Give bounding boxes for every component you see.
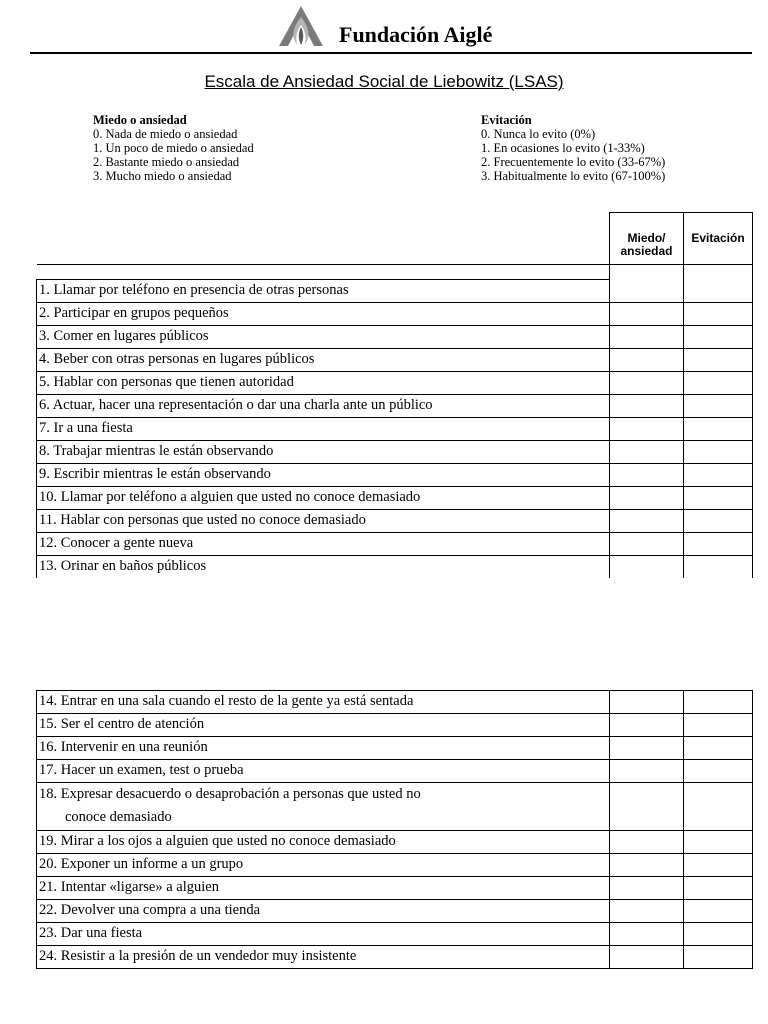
page-header (0, 0, 768, 56)
table-row (37, 556, 753, 579)
table-row (37, 737, 753, 760)
avoidance-rating-cell[interactable] (684, 372, 753, 395)
aigle-flame-logo-icon (276, 5, 326, 47)
fear-rating-cell[interactable] (610, 510, 684, 533)
avoidance-rating-cell[interactable] (684, 533, 753, 556)
fear-legend-item: 2. Bastante miedo o ansiedad (93, 155, 240, 169)
table-row (37, 510, 753, 533)
item-text: 10. Llamar por teléfono a alguien que usted no conoce demasiado (37, 487, 610, 510)
table-row (37, 533, 753, 556)
avoidance-legend-item: 3. Habitualmente lo evito (67-100%) (481, 169, 666, 183)
column-header-fear: Miedo/ ansiedad (610, 213, 684, 265)
table-header-row (37, 213, 753, 265)
fear-rating-cell[interactable] (610, 923, 684, 946)
item-text: 22. Devolver una compra a una tienda (37, 900, 610, 923)
avoidance-rating-cell[interactable] (684, 280, 753, 303)
fear-rating-cell[interactable] (610, 556, 684, 579)
avoidance-rating-cell[interactable] (684, 831, 753, 854)
fear-rating-cell[interactable] (610, 395, 684, 418)
lsas-table-part-1 (36, 212, 753, 578)
item-text: 18. Expresar desacuerdo o desaprobación a personas que usted no conoce demasiado (37, 783, 610, 831)
table-row (37, 441, 753, 464)
avoidance-legend-heading: Evitación (481, 113, 532, 127)
fear-rating-cell[interactable] (610, 464, 684, 487)
avoidance-rating-cell[interactable] (684, 303, 753, 326)
fear-rating-cell[interactable] (610, 372, 684, 395)
table-row (37, 946, 753, 969)
avoidance-rating-cell[interactable] (684, 487, 753, 510)
table-row (37, 714, 753, 737)
avoidance-rating-cell[interactable] (684, 923, 753, 946)
table-row (37, 691, 753, 714)
fear-rating-cell[interactable] (610, 877, 684, 900)
fear-rating-cell[interactable] (610, 349, 684, 372)
fear-rating-cell[interactable] (610, 418, 684, 441)
item-text: 5. Hablar con personas que tienen autoridad (37, 372, 610, 395)
item-text-continuation: conoce demasiado (65, 809, 172, 825)
fear-rating-cell[interactable] (610, 854, 684, 877)
table-row (37, 923, 753, 946)
table-row (37, 326, 753, 349)
fear-rating-cell[interactable] (610, 714, 684, 737)
lsas-table-part-2 (36, 690, 753, 969)
fear-legend-heading: Miedo o ansiedad (93, 113, 187, 127)
fear-rating-cell[interactable] (610, 831, 684, 854)
table-row (37, 303, 753, 326)
table-row (37, 280, 753, 303)
item-text: 9. Escribir mientras le están observando (37, 464, 610, 487)
table-row (37, 372, 753, 395)
table-row (37, 395, 753, 418)
avoidance-legend-item: 2. Frecuentemente lo evito (33-67%) (481, 155, 666, 169)
table-row (37, 464, 753, 487)
avoidance-rating-cell[interactable] (684, 349, 753, 372)
item-text: 21. Intentar «ligarse» a alguien (37, 877, 610, 900)
document-title: Escala de Ansiedad Social de Liebowitz (LSAS) (204, 72, 564, 91)
fear-legend-item: 3. Mucho miedo o ansiedad (93, 169, 232, 183)
avoidance-rating-cell[interactable] (684, 464, 753, 487)
fear-rating-cell[interactable] (610, 946, 684, 969)
item-text: 15. Ser el centro de atención (37, 714, 610, 737)
item-text: 24. Resistir a la presión de un vendedor muy insistente (37, 946, 610, 969)
item-text: 3. Comer en lugares públicos (37, 326, 610, 349)
fear-rating-cell[interactable] (610, 303, 684, 326)
avoidance-rating-cell[interactable] (684, 510, 753, 533)
avoidance-rating-cell[interactable] (684, 691, 753, 714)
item-text: 2. Participar en grupos pequeños (37, 303, 610, 326)
fear-rating-cell[interactable] (610, 737, 684, 760)
avoidance-rating-cell[interactable] (684, 395, 753, 418)
avoidance-rating-cell[interactable] (684, 326, 753, 349)
avoidance-rating-cell[interactable] (684, 900, 753, 923)
table-row (37, 854, 753, 877)
table-row (37, 877, 753, 900)
avoidance-rating-cell[interactable] (684, 783, 753, 831)
item-text: 4. Beber con otras personas en lugares públicos (37, 349, 610, 372)
fear-rating-cell[interactable] (610, 900, 684, 923)
item-text: 16. Intervenir en una reunión (37, 737, 610, 760)
fear-scale-legend (93, 113, 254, 183)
avoidance-rating-cell[interactable] (684, 760, 753, 783)
fear-rating-cell[interactable] (610, 760, 684, 783)
fear-rating-cell[interactable] (610, 326, 684, 349)
table-row (37, 900, 753, 923)
item-text: 12. Conocer a gente nueva (37, 533, 610, 556)
fear-rating-cell[interactable] (610, 487, 684, 510)
avoidance-rating-cell[interactable] (684, 714, 753, 737)
avoidance-rating-cell[interactable] (684, 556, 753, 579)
item-text: 7. Ir a una fiesta (37, 418, 610, 441)
fear-rating-cell[interactable] (610, 691, 684, 714)
item-text: 1. Llamar por teléfono en presencia de otras personas (37, 280, 610, 303)
item-text: 20. Exponer un informe a un grupo (37, 854, 610, 877)
item-text: 19. Mirar a los ojos a alguien que usted no conoce demasiado (37, 831, 610, 854)
fear-legend-item: 1. Un poco de miedo o ansiedad (93, 141, 254, 155)
avoidance-rating-cell[interactable] (684, 737, 753, 760)
table-row (37, 349, 753, 372)
item-text: 8. Trabajar mientras le están observando (37, 441, 610, 464)
avoidance-rating-cell[interactable] (684, 441, 753, 464)
avoidance-legend-item: 1. En ocasiones lo evito (1-33%) (481, 141, 645, 155)
avoidance-legend-item: 0. Nunca lo evito (0%) (481, 127, 596, 141)
avoidance-scale-legend (481, 113, 665, 183)
fear-legend-item: 0. Nada de miedo o ansiedad (93, 127, 238, 141)
fear-rating-cell[interactable] (610, 280, 684, 303)
table-row (37, 760, 753, 783)
fear-rating-cell[interactable] (610, 783, 684, 831)
table-row (37, 831, 753, 854)
item-text: 17. Hacer un examen, test o prueba (37, 760, 610, 783)
table-row (37, 418, 753, 441)
item-text: 11. Hablar con personas que usted no conoce demasiado (37, 510, 610, 533)
fear-rating-cell[interactable] (610, 533, 684, 556)
avoidance-rating-cell[interactable] (684, 877, 753, 900)
organization-name: Fundación Aiglé (339, 22, 493, 47)
avoidance-rating-cell[interactable] (684, 946, 753, 969)
item-text: 23. Dar una fiesta (37, 923, 610, 946)
header-divider (30, 52, 752, 54)
table-row (37, 487, 753, 510)
avoidance-rating-cell[interactable] (684, 418, 753, 441)
item-text: 14. Entrar en una sala cuando el resto de la gente ya está sentada (37, 691, 610, 714)
fear-rating-cell[interactable] (610, 441, 684, 464)
item-text: 13. Orinar en baños públicos (37, 556, 610, 579)
table-row (37, 783, 753, 831)
avoidance-rating-cell[interactable] (684, 854, 753, 877)
column-header-avoidance: Evitación (684, 213, 753, 265)
item-text: 6. Actuar, hacer una representación o dar una charla ante un público (37, 395, 610, 418)
